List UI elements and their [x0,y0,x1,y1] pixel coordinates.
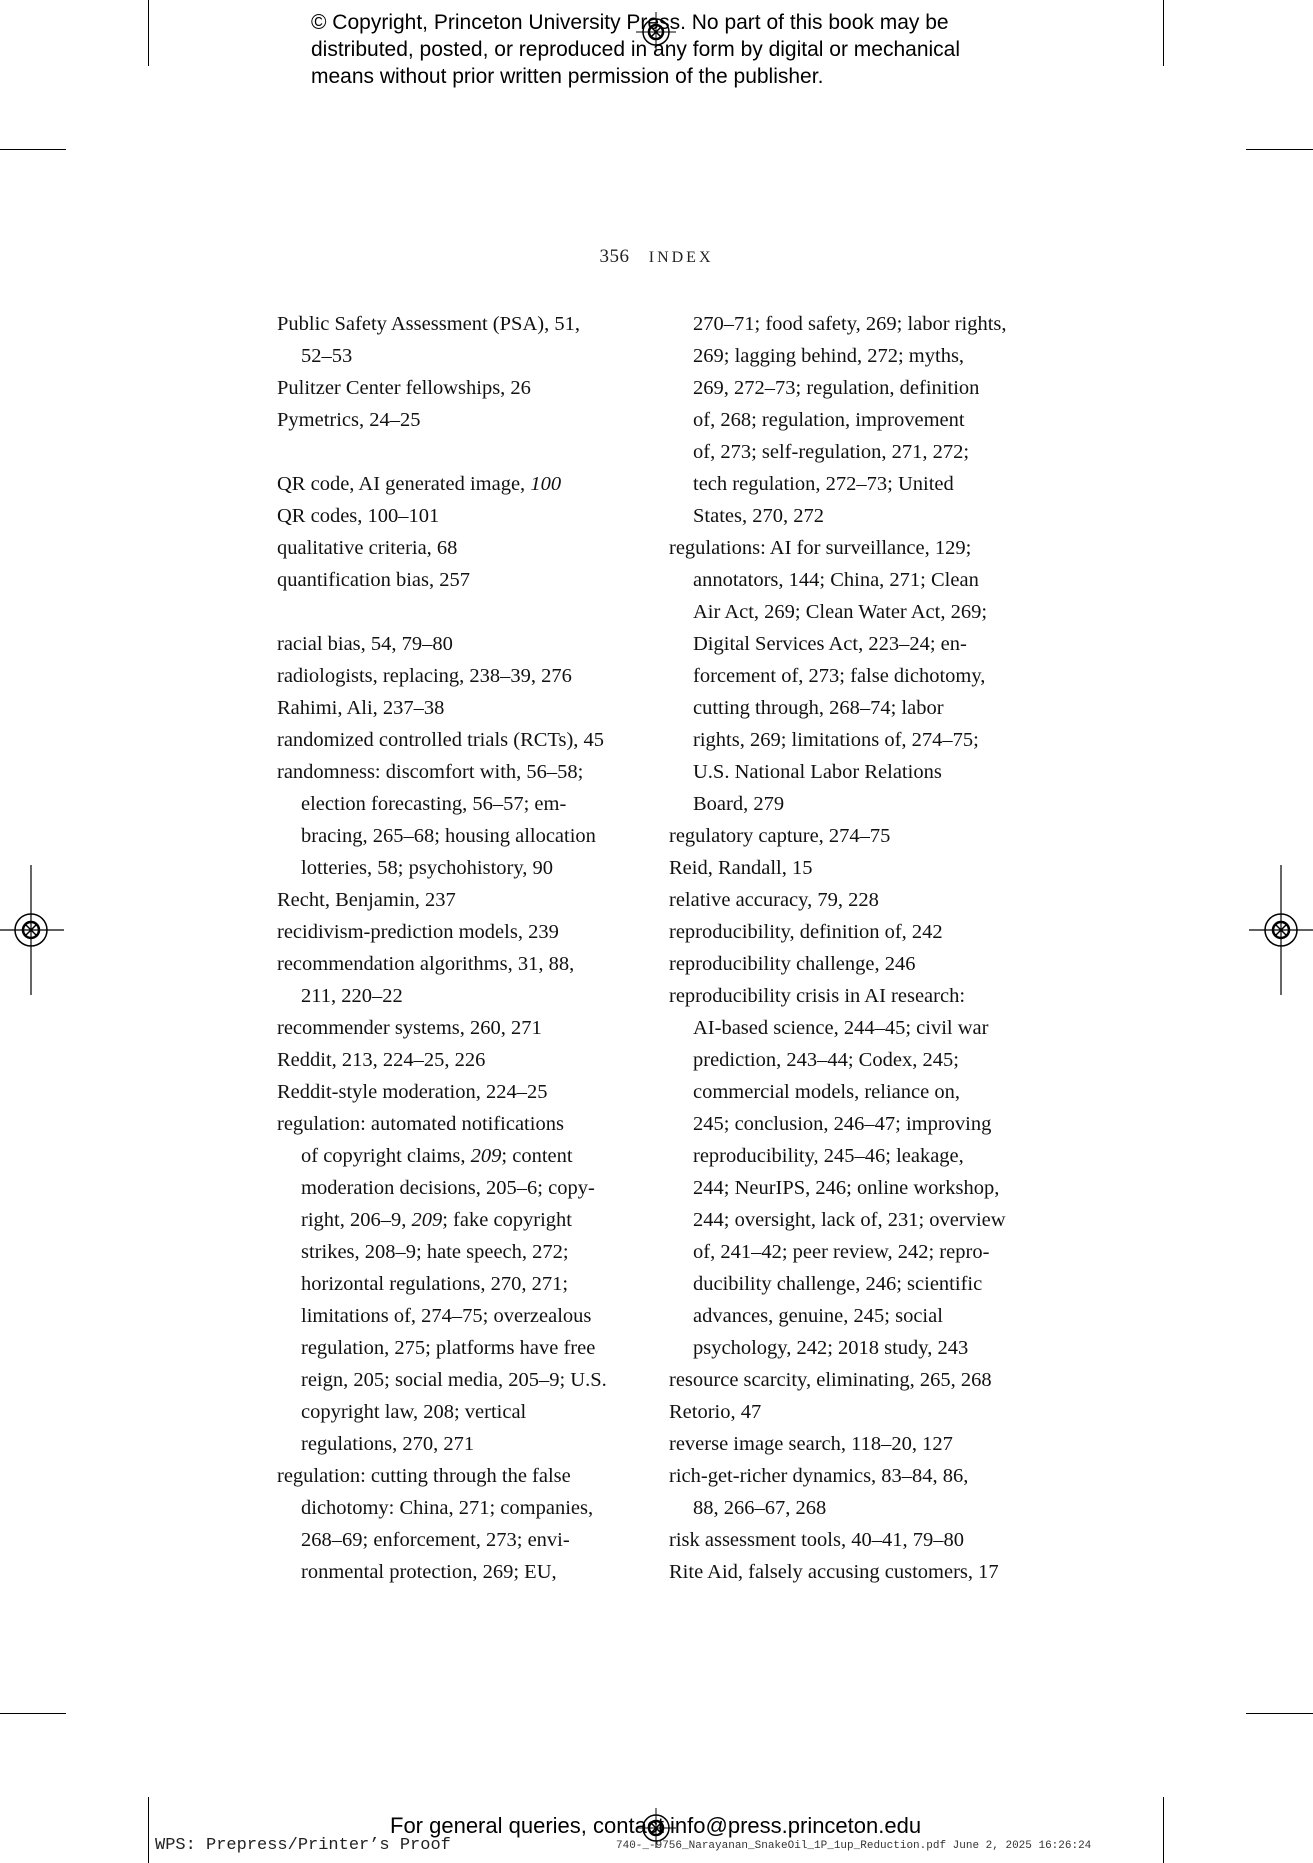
index-line [669,372,1049,404]
index-line [669,1460,1049,1492]
index-line [669,820,1049,852]
index-line [669,884,1049,916]
index-text: Reddit, 213, 224–25, 226 [277,1049,486,1071]
index-text: dichotomy: China, 271; companies, [301,1497,594,1519]
crop-mark [0,149,66,150]
index-line [669,1076,1049,1108]
index-line [277,308,637,340]
index-line [277,1332,637,1364]
index-line [669,1172,1049,1204]
index-text: reproducibility crisis in AI research: [669,985,966,1007]
index-line [277,788,637,820]
index-line [277,1460,637,1492]
index-line [277,692,637,724]
index-text: QR codes, 100–101 [277,505,440,527]
index-text: ronmental protection, 269; EU, [301,1561,557,1583]
crop-mark [0,1713,66,1714]
index-line [669,340,1049,372]
index-text: regulations, 270, 271 [301,1433,475,1455]
index-text: U.S. National Labor Relations [693,761,942,783]
index-line [669,1204,1049,1236]
index-text: right, 206–9, [301,1209,412,1231]
index-line [277,980,637,1012]
index-line [669,1396,1049,1428]
index-line [669,436,1049,468]
index-text: rich-get-richer dynamics, 83–84, 86, [669,1465,969,1487]
index-line [277,724,637,756]
index-line [669,404,1049,436]
index-text: reproducibility challenge, 246 [669,953,916,975]
index-line [277,404,637,436]
index-text: annotators, 144; China, 271; Clean [693,569,979,591]
index-line [277,1204,637,1236]
index-text: recidivism-prediction models, 239 [277,921,559,943]
index-spacer [277,596,637,628]
index-line [277,1172,637,1204]
index-line [277,1524,637,1556]
index-text: ; fake copyright [442,1209,573,1231]
index-text: resource scarcity, eliminating, 265, 268 [669,1369,992,1391]
index-line [669,660,1049,692]
index-line [277,1236,637,1268]
index-line [277,660,637,692]
index-line [277,1556,637,1588]
index-line [277,564,637,596]
index-text: lotteries, 58; psychohistory, 90 [301,857,554,879]
index-text: regulatory capture, 274–75 [669,825,891,847]
registration-mark-icon [636,12,676,52]
index-text: 244; NeurIPS, 246; online workshop, [693,1177,1000,1199]
index-text: commercial models, reliance on, [693,1081,960,1103]
index-text: forcement of, 273; false dichotomy, [693,665,986,687]
index-line [669,1044,1049,1076]
index-line [669,1524,1049,1556]
index-text: relative accuracy, 79, 228 [669,889,879,911]
index-line [277,1140,637,1172]
index-line [669,852,1049,884]
copyright-line: distributed, posted, or reproduced in any form by digital or mechanical [311,38,961,61]
index-text: of, 241–42; peer review, 242; repro- [693,1241,990,1263]
index-line [669,724,1049,756]
crop-mark [148,0,149,66]
index-text: advances, genuine, 245; social [693,1305,943,1327]
copyright-line: means without prior written permission of the publisher. [311,65,824,88]
file-info: 740-_-9756_Narayanan_SnakeOil_1P_1up_Reduction.pdf June 2, 2025 16:26:24 [616,1840,1092,1852]
index-line [277,1044,637,1076]
page-number: 356 [599,246,630,267]
index-text: horizontal regulations, 270, 271; [301,1273,569,1295]
index-line [669,1332,1049,1364]
index-text: randomness: discomfort with, 56–58; [277,761,584,783]
index-text: 270–71; food safety, 269; labor rights, [693,313,1007,335]
index-text: bracing, 265–68; housing allocation [301,825,596,847]
index-line [669,628,1049,660]
index-text: reverse image search, 118–20, 127 [669,1433,953,1455]
index-text: Public Safety Assessment (PSA), 51, [277,313,580,335]
index-spacer [277,436,637,468]
index-text: election forecasting, 56–57; em- [301,793,567,815]
index-line [277,532,637,564]
index-line [669,1300,1049,1332]
index-text: 244; oversight, lack of, 231; overview [693,1209,1006,1231]
index-line [669,1108,1049,1140]
index-text: Rahimi, Ali, 237–38 [277,697,445,719]
index-text: regulations: AI for surveillance, 129; [669,537,972,559]
index-line [669,1428,1049,1460]
index-line [669,308,1049,340]
index-line [669,468,1049,500]
running-head [0,246,1313,268]
index-text: radiologists, replacing, 238–39, 276 [277,665,572,687]
copyright-line: © Copyright, Princeton University Press. No part of this book may be [311,11,949,34]
index-text: AI-based science, 244–45; civil war [693,1017,989,1039]
index-text: tech regulation, 272–73; United [693,473,954,495]
index-text: prediction, 243–44; Codex, 245; [693,1049,959,1071]
index-line [669,692,1049,724]
index-line [669,1140,1049,1172]
index-text: of copyright claims, [301,1145,471,1167]
index-text: rights, 269; limitations of, 274–75; [693,729,979,751]
index-line [669,788,1049,820]
index-text: psychology, 242; 2018 study, 243 [693,1337,969,1359]
index-text: limitations of, 274–75; overzealous [301,1305,592,1327]
index-text: copyright law, 208; vertical [301,1401,527,1423]
crop-mark [1246,149,1313,150]
index-line [277,820,637,852]
index-text: Recht, Benjamin, 237 [277,889,456,911]
index-text: ; content [501,1145,573,1167]
index-text: 52–53 [301,345,353,367]
index-text: of, 273; self-regulation, 271, 272; [693,441,970,463]
index-text: recommender systems, 260, 271 [277,1017,542,1039]
index-text: 268–69; enforcement, 273; envi- [301,1529,570,1551]
index-text: qualitative criteria, 68 [277,537,458,559]
index-italic-page: 100 [530,473,562,495]
index-text: randomized controlled trials (RCTs), 45 [277,729,605,751]
index-line [669,500,1049,532]
index-text: 269; lagging behind, 272; myths, [693,345,965,367]
index-line [669,916,1049,948]
index-text: Reddit-style moderation, 224–25 [277,1081,548,1103]
index-line [669,1012,1049,1044]
index-text: racial bias, 54, 79–80 [277,633,453,655]
index-line [277,372,637,404]
index-text: Pulitzer Center fellowships, 26 [277,377,531,399]
index-text: States, 270, 272 [693,505,824,527]
index-text: recommendation algorithms, 31, 88, [277,953,575,975]
index-line [669,756,1049,788]
index-line [669,596,1049,628]
index-text: ducibility challenge, 246; scientific [693,1273,983,1295]
crop-mark [1163,1797,1164,1863]
registration-mark-icon [1249,865,1313,995]
index-line [669,980,1049,1012]
index-line [277,884,637,916]
index-line [277,340,637,372]
index-text: reign, 205; social media, 205–9; U.S. [301,1369,607,1391]
index-line [277,1268,637,1300]
index-line [277,1300,637,1332]
index-line [277,1364,637,1396]
index-text: Pymetrics, 24–25 [277,409,421,431]
index-line [277,1428,637,1460]
registration-mark-icon [0,865,64,995]
section-title: INDEX [648,249,714,266]
index-line [277,628,637,660]
index-text: 88, 266–67, 268 [693,1497,827,1519]
index-line [669,948,1049,980]
index-line [277,1108,637,1140]
index-text: of, 268; regulation, improvement [693,409,965,431]
index-line [277,1492,637,1524]
index-text: reproducibility, 245–46; leakage, [693,1145,964,1167]
index-line [277,948,637,980]
index-text: strikes, 208–9; hate speech, 272; [301,1241,569,1263]
index-text: quantification bias, 257 [277,569,470,591]
index-italic-page: 209 [470,1145,502,1167]
index-line [669,1492,1049,1524]
index-line [277,852,637,884]
index-line [669,1268,1049,1300]
index-text: regulation, 275; platforms have free [301,1337,596,1359]
index-text: Rite Aid, falsely accusing customers, 17 [669,1561,999,1583]
index-line [277,1396,637,1428]
index-line [277,500,637,532]
index-column-right [669,308,1049,1588]
index-text: regulation: automated notifications [277,1113,564,1135]
crop-mark [1163,0,1164,66]
index-text: 269, 272–73; regulation, definition [693,377,980,399]
index-text: Digital Services Act, 223–24; en- [693,633,967,655]
index-text: 245; conclusion, 246–47; improving [693,1113,992,1135]
index-line [669,532,1049,564]
index-text: reproducibility, definition of, 242 [669,921,943,943]
index-line [277,468,637,500]
footer-contact: For general queries, contact info@press.princeton.edu [390,1813,922,1838]
index-text: Air Act, 269; Clean Water Act, 269; [693,601,988,623]
index-text: Retorio, 47 [669,1401,762,1423]
index-line [277,756,637,788]
copyright-notice [311,9,1071,90]
index-text: QR code, AI generated image, [277,473,531,495]
index-text: Reid, Randall, 15 [669,857,813,879]
index-text: Board, 279 [693,793,785,815]
index-column-left [277,308,637,1588]
proof-label: WPS: Prepress/Printer’s Proof [155,1836,451,1855]
index-line [669,1556,1049,1588]
index-text: risk assessment tools, 40–41, 79–80 [669,1529,964,1551]
index-text: cutting through, 268–74; labor [693,697,944,719]
index-line [277,916,637,948]
crop-mark [148,1797,149,1863]
index-line [277,1076,637,1108]
index-line [669,1364,1049,1396]
crop-mark [1246,1713,1313,1714]
index-italic-page: 209 [411,1209,443,1231]
index-text: regulation: cutting through the false [277,1465,571,1487]
index-line [669,1236,1049,1268]
index-line [669,564,1049,596]
index-line [277,1012,637,1044]
index-text: 211, 220–22 [301,985,403,1007]
index-text: moderation decisions, 205–6; copy- [301,1177,595,1199]
